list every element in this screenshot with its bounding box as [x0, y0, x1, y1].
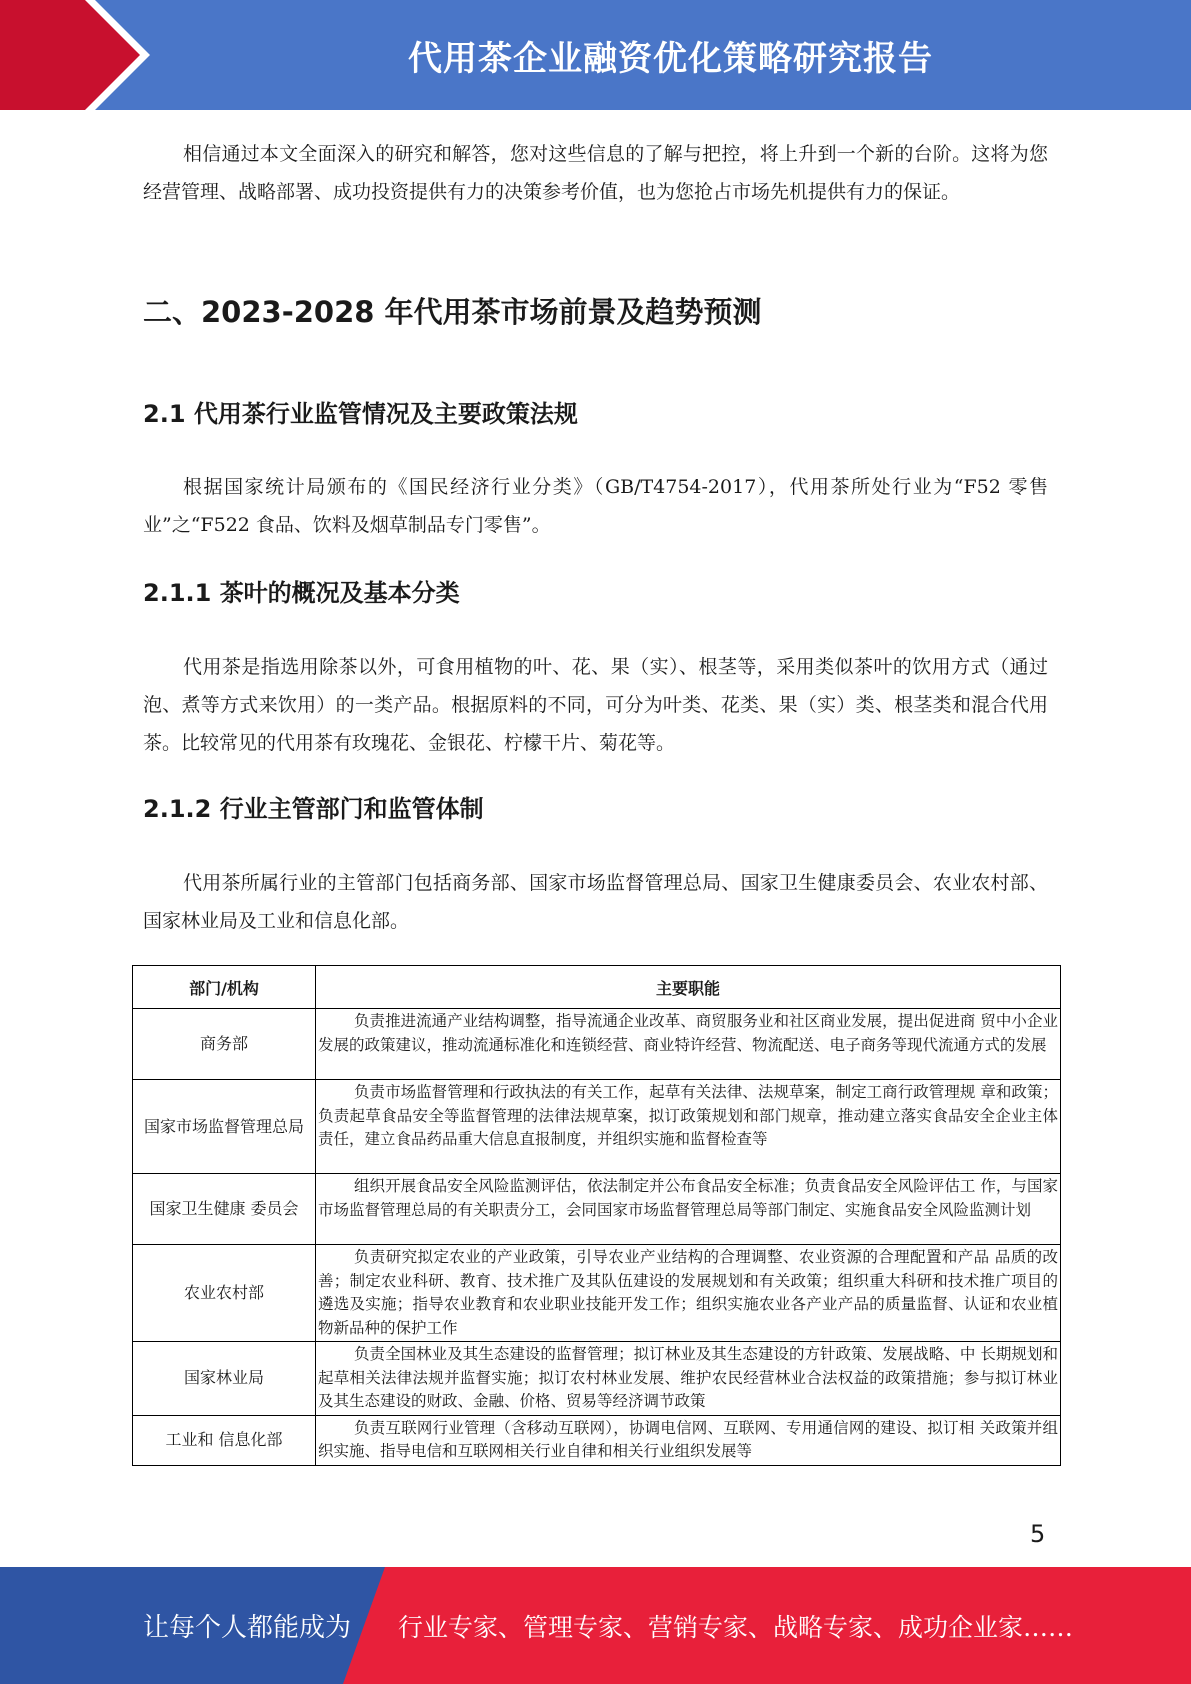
table-cell-duty: 组织开展食品安全风险监测评估，依法制定并公布食品安全标准；负责食品安全风险评估工 作，与国家市场监督管理总局的有关职责分工，会同国家市场监督管理总局等部门制定、实施食品安全风险监测计划 [316, 1174, 1061, 1245]
section-2-heading: 二、2023-2028 年代用茶市场前景及趋势预测 [143, 295, 762, 329]
section-2-1-heading: 2.1 代用茶行业监管情况及主要政策法规 [143, 400, 578, 428]
section-2-1-1-heading: 2.1.1 茶叶的概况及基本分类 [143, 579, 460, 607]
table-cell-duty: 负责互联网行业管理（含移动互联网），协调电信网、互联网、专用通信网的建设、拟订相 关政策并组织实施、指导电信和互联网相关行业自律和相关行业组织发展等 [316, 1415, 1061, 1465]
table-header-dept: 部门/机构 [133, 966, 316, 1009]
table-cell-dept: 工业和 信息化部 [133, 1415, 316, 1465]
table-row [133, 1415, 1061, 1465]
section-2-1-1-paragraph: 代用茶是指选用除茶以外，可食用植物的叶、花、果（实）、根茎等，采用类似茶叶的饮用方式（通过泡、煮等方式来饮用）的一类产品。根据原料的不同，可分为叶类、花类、果（实）类、根茎类和混合代用茶。比较常见的代用茶有玫瑰花、金银花、柠檬干片、菊花等。 [143, 656, 1048, 754]
intro-paragraph: 相信通过本文全面深入的研究和解答，您对这些信息的了解与把控，将上升到一个新的台阶。这将为您经营管理、战略部署、成功投资提供有力的决策参考价值，也为您抢占市场先机提供有力的保证。 [143, 143, 1048, 203]
section-2-1-2-paragraph: 代用茶所属行业的主管部门包括商务部、国家市场监督管理总局、国家卫生健康委员会、农业农村部、国家林业局及工业和信息化部。 [143, 872, 1048, 932]
table-cell-dept: 国家市场监督管理总局 [133, 1080, 316, 1174]
table-row [133, 1342, 1061, 1416]
table-row [133, 1009, 1061, 1080]
table-cell-duty: 负责研究拟定农业的产业政策，引导农业产业结构的合理调整、农业资源的合理配置和产品 品质的改善；制定农业科研、教育、技术推广及其队伍建设的发展规划和有关政策；组织重大科研和技术推广项目的遴选及实施；指导农业教育和农业职业技能开发工作；组织实施农业各产业产品的质量监督、认证和农业植物新品种的保护工作 [316, 1245, 1061, 1342]
regulator-table [132, 965, 1061, 1466]
table-cell-duty: 负责市场监督管理和行政执法的有关工作，起草有关法律、法规草案，制定工商行政管理规 章和政策；负责起草食品安全等监督管理的法律法规草案，拟订政策规划和部门规章，推动建立落实食品安全企业主体责任，建立食品药品重大信息直报制度，并组织实施和监督检查等 [316, 1080, 1061, 1174]
table-cell-dept: 商务部 [133, 1009, 316, 1080]
section-2-1-2-heading: 2.1.2 行业主管部门和监管体制 [143, 795, 484, 823]
table-header-row [133, 966, 1061, 1009]
table-cell-dept: 国家林业局 [133, 1342, 316, 1416]
table-row [133, 1080, 1061, 1174]
table-cell-duty: 负责全国林业及其生态建设的监督管理；拟订林业及其生态建设的方针政策、发展战略、中 长期规划和起草相关法律法规并监督实施；拟订农村林业发展、维护农民经营林业合法权益的政策措施；参与拟订林业及其生态建设的财政、金融、价格、贸易等经济调节政策 [316, 1342, 1061, 1416]
table-header-duty: 主要职能 [316, 966, 1061, 1009]
footer-slogan-left: 让每个人都能成为 [143, 1613, 352, 1643]
page-number: 5 [1030, 1520, 1046, 1548]
page-footer [0, 1567, 1191, 1684]
header-red-arrow [0, 0, 150, 110]
table-cell-dept: 农业农村部 [133, 1245, 316, 1342]
page-header [0, 0, 1191, 110]
table-cell-duty: 负责推进流通产业结构调整，指导流通企业改革、商贸服务业和社区商业发展，提出促进商 贸中小企业发展的政策建议，推动流通标准化和连锁经营、商业特许经营、物流配送、电子商务等现代流通方式的发展 [316, 1009, 1061, 1080]
table-cell-dept: 国家卫生健康 委员会 [133, 1174, 316, 1245]
report-title: 代用茶企业融资优化策略研究报告 [408, 38, 933, 79]
section-2-1-paragraph: 根据国家统计局颁布的《国民经济行业分类》（GB/T4754-2017），代用茶所处行业为“F52 零售业”之“F522 食品、饮料及烟草制品专门零售”。 [143, 476, 1048, 536]
table-row [133, 1174, 1061, 1245]
table-row [133, 1245, 1061, 1342]
footer-slogan-right: 行业专家、管理专家、营销专家、战略专家、成功企业家…… [398, 1612, 1074, 1642]
